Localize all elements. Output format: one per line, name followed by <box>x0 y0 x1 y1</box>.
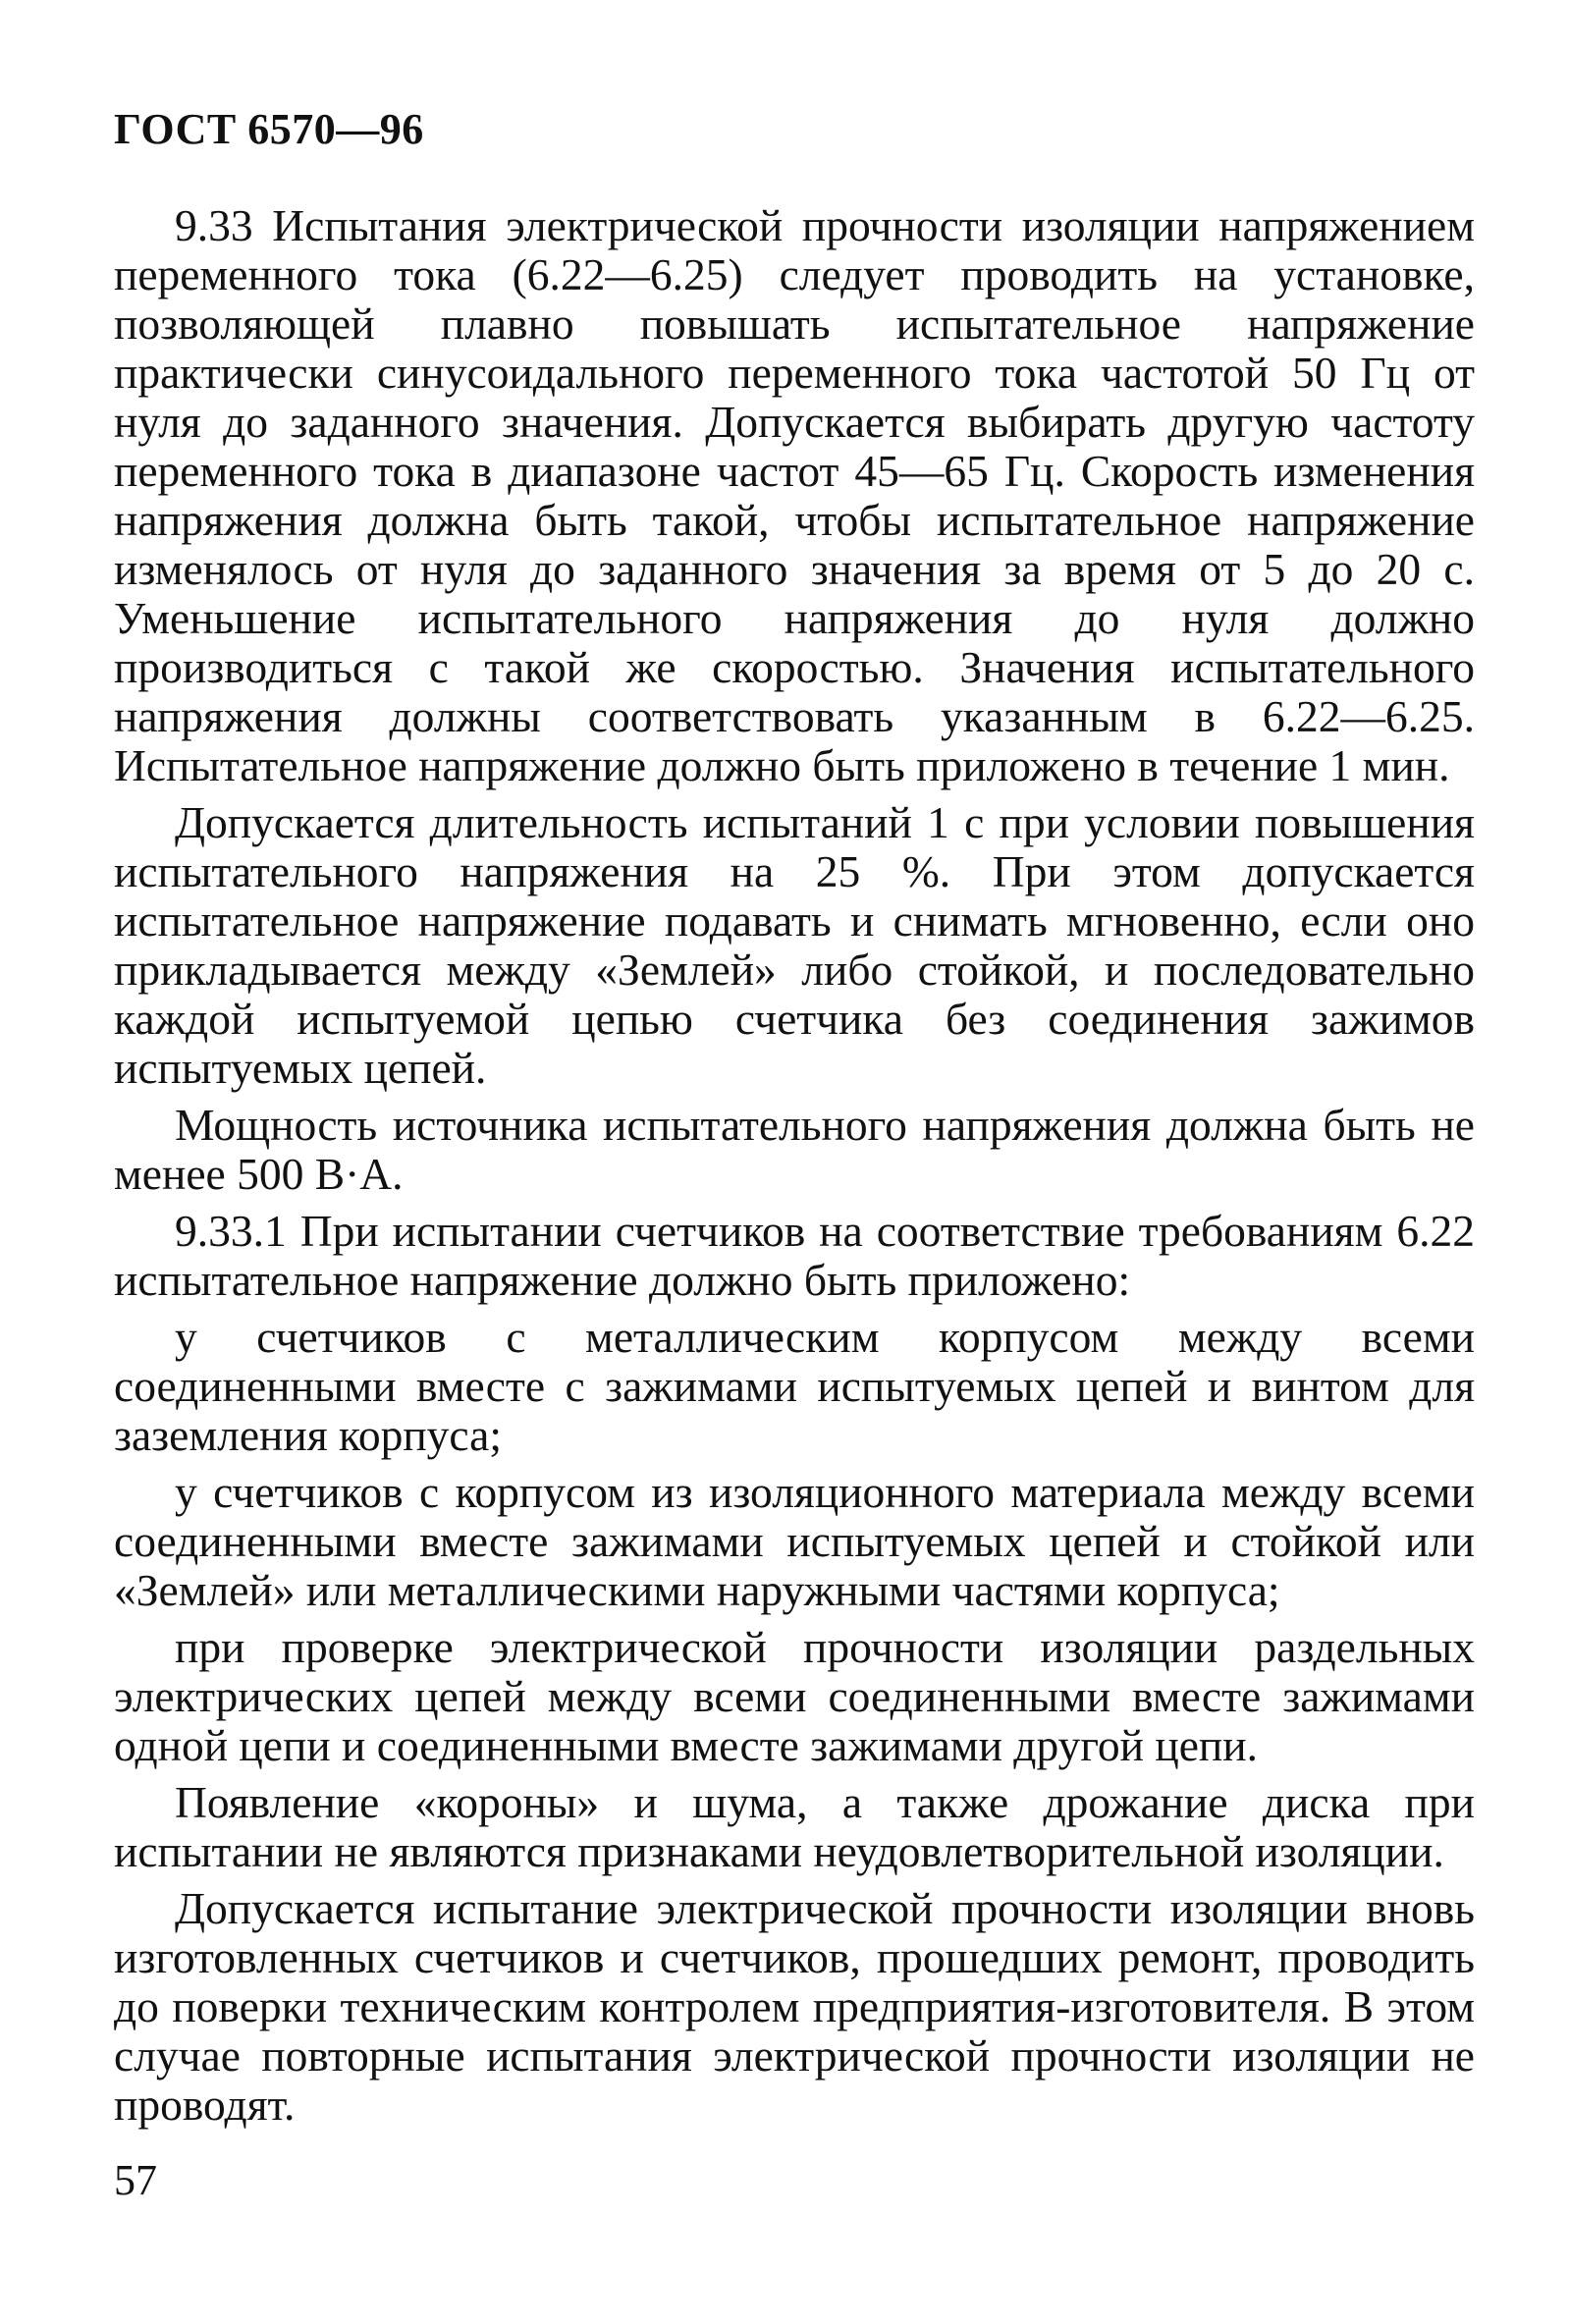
document-header: ГОСТ 6570—96 <box>114 105 424 153</box>
paragraph-9-33: 9.33 Испытания электрической прочности изоляции напряжением переменного тока (6.22—6.25) следует проводить на установке, позволяющей плавно повышать испытательное напряжение практически синусоидального переменного тока частотой 50 Гц от нуля до заданного значения. Допускается выбирать другую частоту переменного тока в диапазоне частот 45—65 Гц. Скорость изменения напряжения должна быть такой, чтобы испытательное напряжение изменялось от нуля до заданного значения за время от 5 до 20 с. Уменьшение испытательного напряжения до нуля должно производиться с такой же скоростью. Значения испытательного напряжения должны соответствовать указанным в 6.22—6.25. Испытательное напряжение должно быть приложено в течение 1 мин. <box>114 200 1475 790</box>
paragraph-test-duration: Допускается длительность испытаний 1 с при условии повышения испытательного напряжения на 25 %. При этом допускается испытательное напряжение подавать и снимать мгновенно, если оно прикладывается между «Землей» либо стойкой, и последовательно каждой испытуемой цепью счетчика без соединения зажимов испытуемых цепей. <box>114 797 1475 1093</box>
paragraph-metal-case: у счетчиков с металлическим корпусом между всеми соединенными вместе с зажимами испытуемых цепей и винтом для заземления корпуса; <box>114 1312 1475 1460</box>
paragraph-new-meters: Допускается испытание электрической прочности изоляции вновь изготовленных счетчиков и счетчиков, прошедших ремонт, проводить до поверки техническим контролем предприятия-изготовителя. В этом случае повторные испытания электрической прочности изоляции не проводят. <box>114 1883 1475 2130</box>
paragraph-corona: Появление «короны» и шума, а также дрожание диска при испытании не являются признаками неудовлетворительной изоляции. <box>114 1777 1475 1876</box>
paragraph-source-power: Мощность источника испытательного напряжения должна быть не менее 500 В·А. <box>114 1100 1475 1199</box>
document-body <box>114 201 1475 2137</box>
paragraph-separate-circuits: при проверке электрической прочности изоляции раздельных электрических цепей между всеми соединенными вместе зажимами одной цепи и соединенными вместе зажимами другой цепи. <box>114 1622 1475 1770</box>
page-number: 57 <box>114 2156 157 2204</box>
paragraph-9-33-1: 9.33.1 При испытании счетчиков на соответствие требованиям 6.22 испытательное напряжение должно быть приложено: <box>114 1206 1475 1305</box>
paragraph-insulating-case: у счетчиков с корпусом из изоляционного материала между всеми соединенными вместе зажимами испытуемых цепей и стойкой или «Землей» или металлическими наружными частями корпуса; <box>114 1467 1475 1615</box>
